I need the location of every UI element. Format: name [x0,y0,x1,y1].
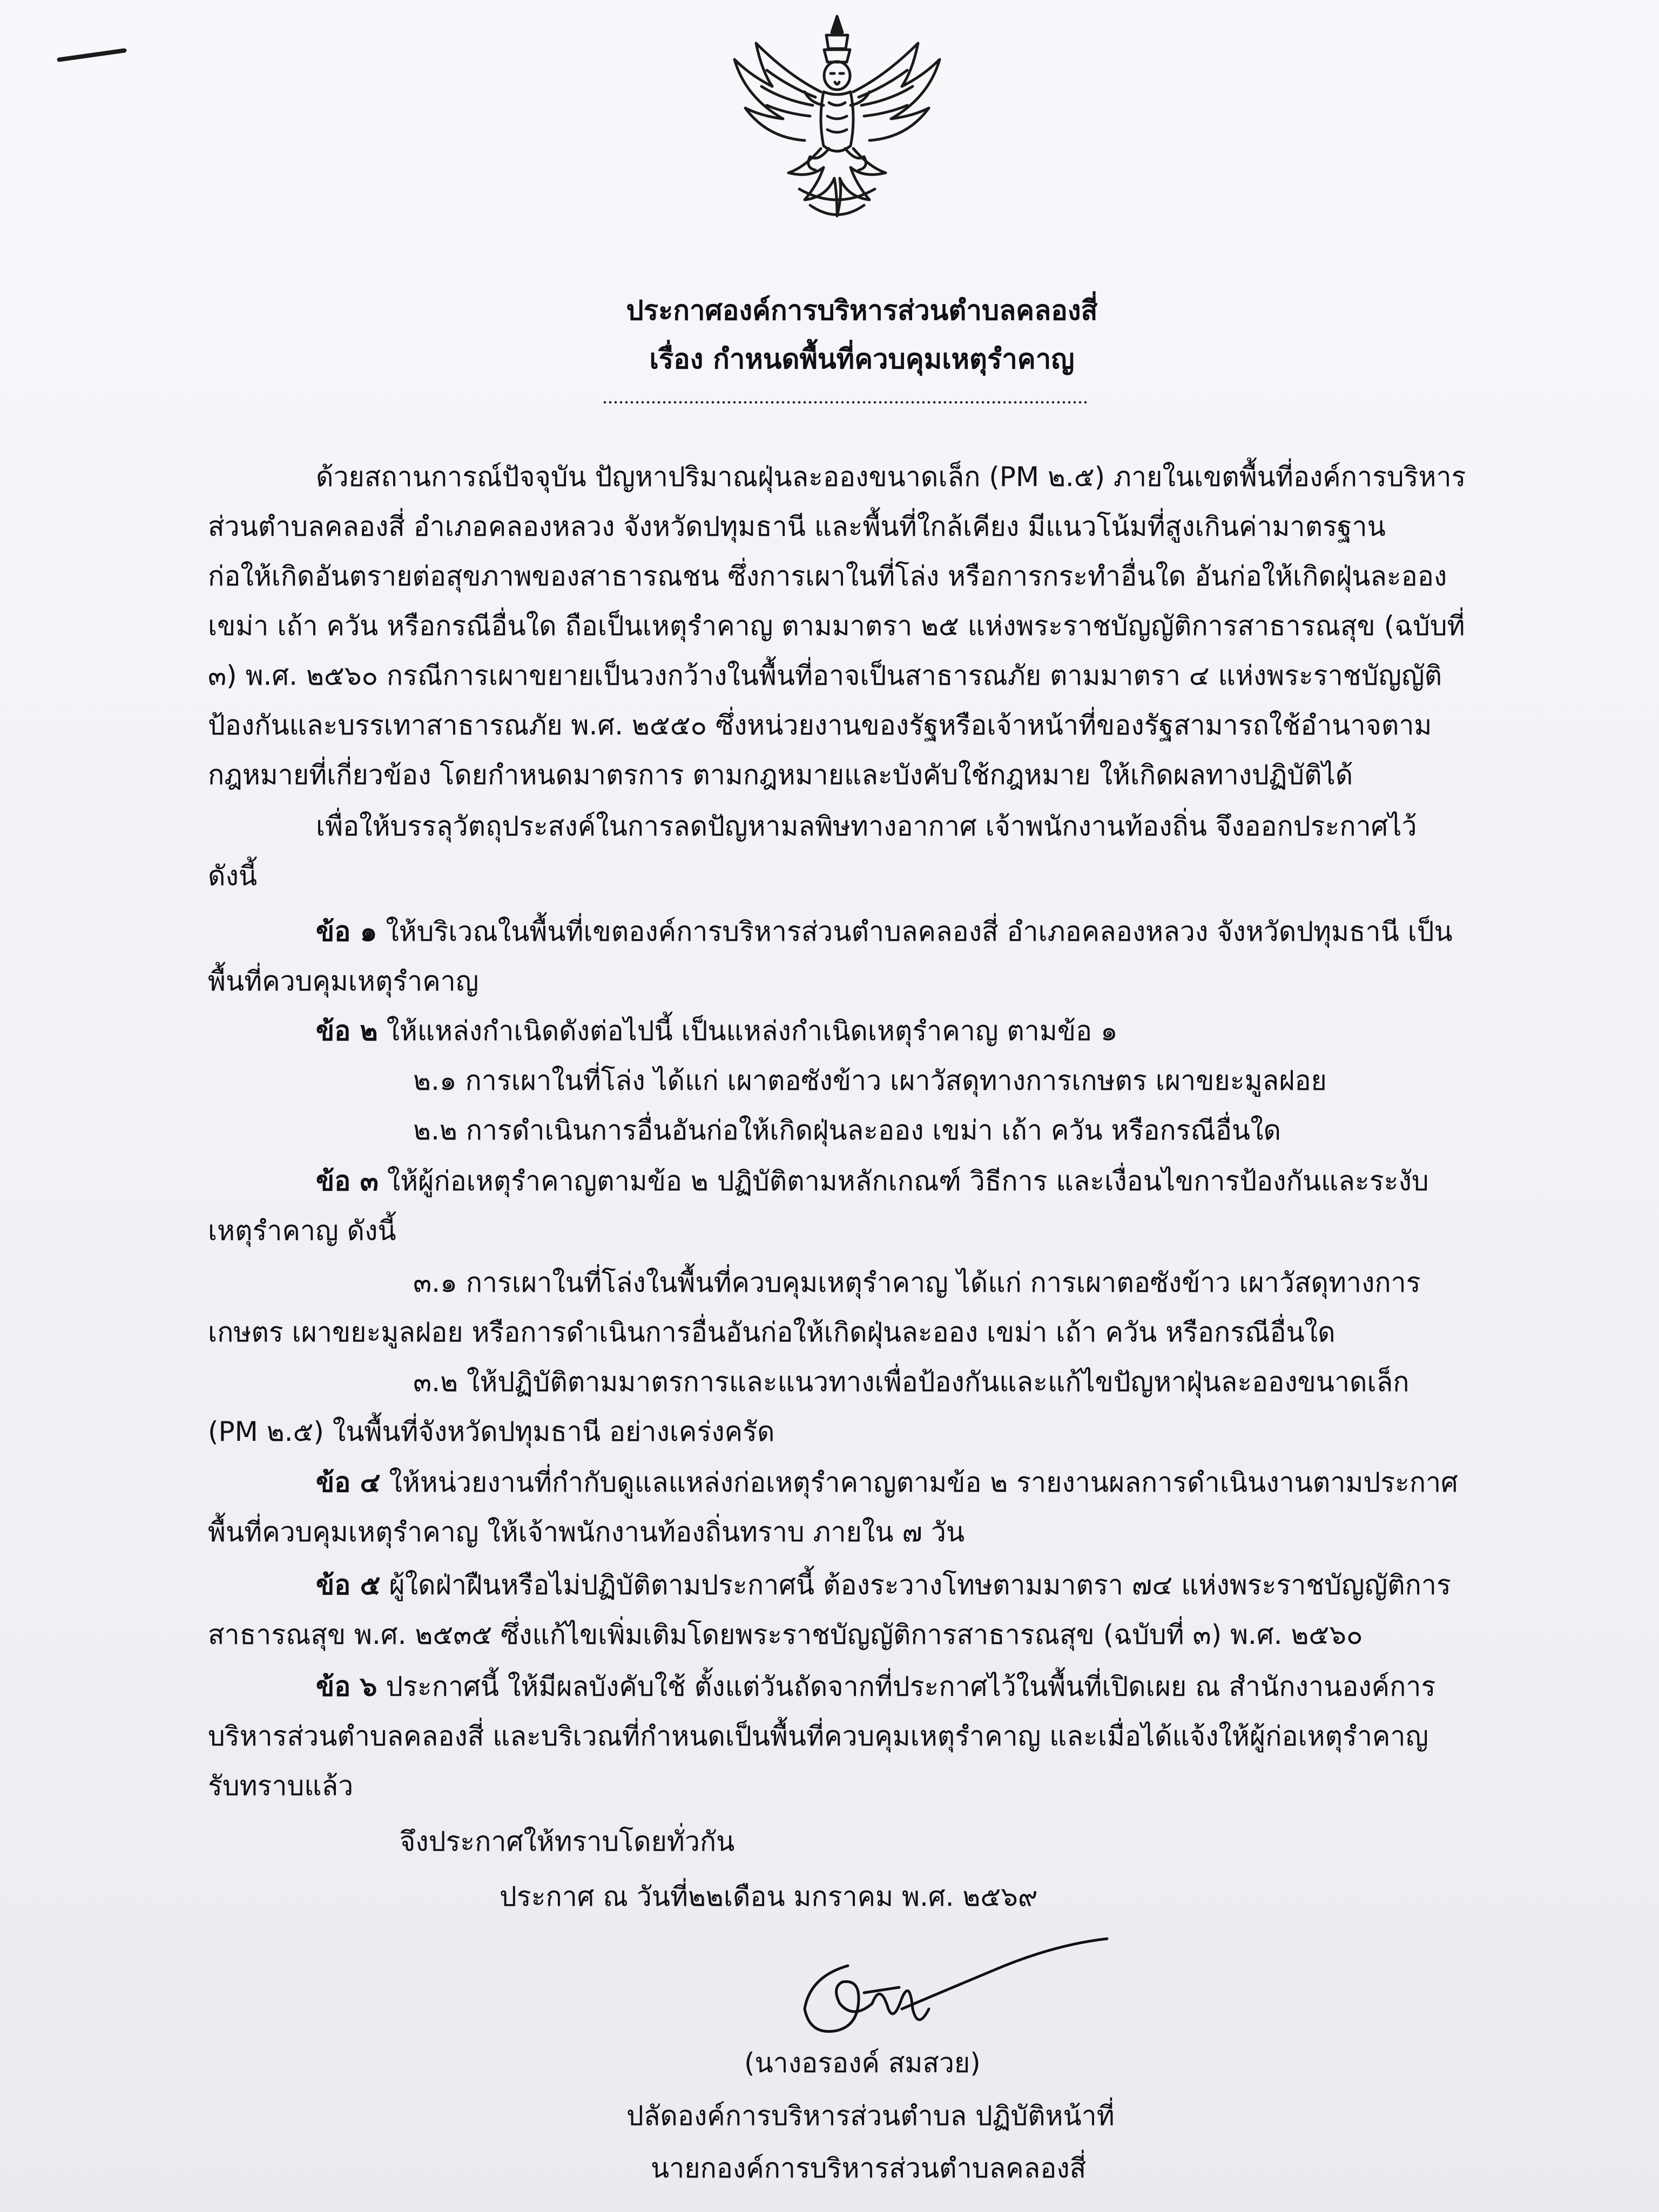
document-title: ประกาศองค์การบริหารส่วนตำบลคลองสี่ [626,294,1098,326]
clause-text: ผู้ใดฝ่าฝืนหรือไม่ปฏิบัติตามประกาศนี้ ต้องระวางโทษตามมาตรา ๗๔ แห่งพระราชบัญญัติการ [380,1569,1451,1601]
clause-5 [316,1569,1451,1601]
paragraph-line: เกษตร เผาขยะมูลฝอย หรือการดำเนินการอื่นอันก่อให้เกิดฝุ่นละออง เขม่า เถ้า ควัน หรือกรณีอื่นใด [208,1317,1336,1348]
sub-clause-2-1: ๒.๑ การเผาในที่โล่ง ได้แก่ เผาตอซังข้าว เผาวัสดุทางการเกษตร เผาขยะมูลฝอย [413,1065,1327,1096]
paragraph-line: เขม่า เถ้า ควัน หรือกรณีอื่นใด ถือเป็นเหตุรำคาญ ตามมาตรา ๒๕ แห่งพระราชบัญญัติการสาธารณสุข (ฉบับที่ [208,610,1465,642]
garuda-emblem-icon [724,11,950,232]
date-rest: เดือน มกราคม พ.ศ. ๒๕๖๙ [723,1881,1038,1912]
signatory-position: ปลัดองค์การบริหารส่วนตำบล ปฏิบัติหน้าที่ [626,2100,1115,2132]
clause-label: ข้อ ๔ [316,1467,381,1498]
paragraph-line: พื้นที่ควบคุมเหตุรำคาญ [208,966,479,997]
paragraph-line: ก่อให้เกิดอันตรายต่อสุขภาพของสาธารณชน ซึ่งการเผาในที่โล่ง หรือการกระทำอื่นใด อันก่อให้เกิดฝุ่นละออง [208,561,1447,592]
dotted-separator [602,401,1088,404]
paragraph-line: รับทราบแล้ว [208,1770,354,1802]
clause-label: ข้อ ๖ [316,1671,377,1702]
paragraph-line: เพื่อให้บรรลุวัตถุประสงค์ในการลดปัญหามลพิษทางอากาศ เจ้าพนักงานท้องถิ่น จึงออกประกาศไว้ [316,811,1417,842]
clause-1 [316,918,1453,945]
paragraph-line: ด้วยสถานการณ์ปัจจุบัน ปัญหาปริมาณฝุ่นละอองขนาดเล็ก (PM ๒.๕) ภายในเขตพื้นที่องค์การบริหาร [316,461,1466,493]
clause-label: ข้อ ๓ [316,1165,379,1197]
paragraph-line: พื้นที่ควบคุมเหตุรำคาญ ให้เจ้าพนักงานท้องถิ่นทราบ ภายใน ๗ วัน [208,1516,965,1548]
clause-text: ให้แหล่งกำเนิดดังต่อไปนี้ เป็นแหล่งกำเนิดเหตุรำคาญ ตามข้อ ๑ [377,1015,1118,1047]
paragraph-line: บริหารส่วนตำบลคลองสี่ และบริเวณที่กำหนดเป็นพื้นที่ควบคุมเหตุรำคาญ และเมื่อได้แจ้งให้ผู้ก่อเหตุรำคาญ [208,1721,1429,1752]
signatory-name: (นางอรองค์ สมสวย) [744,2047,981,2079]
clause-2 [316,1015,1118,1047]
clause-label: ข้อ ๑ [316,916,377,947]
clause-3 [316,1165,1429,1197]
paragraph-line: สาธารณสุข พ.ศ. ๒๕๓๕ ซึ่งแก้ไขเพิ่มเติมโดยพระราชบัญญัติการสาธารณสุข (ฉบับที่ ๓) พ.ศ. ๒๕๖๐ [208,1619,1363,1650]
pen-stroke-mark [57,48,127,62]
clause-text: ให้หน่วยงานที่กำกับดูแลแหล่งก่อเหตุรำคาญตามข้อ ๒ รายงานผลการดำเนินงานตามประกาศ [380,1467,1458,1498]
paragraph-line: กฎหมายที่เกี่ยวข้อง โดยกำหนดมาตรการ ตามกฎหมายและบังคับใช้กฎหมาย ให้เกิดผลทางปฏิบัติได้ [208,759,1353,791]
paragraph-line: เหตุรำคาญ ดังนี้ [208,1215,396,1246]
sub-clause-3-1: ๓.๑ การเผาในที่โล่งในพื้นที่ควบคุมเหตุรำคาญ ได้แก่ การเผาตอซังข้าว เผาวัสดุทางการ [413,1267,1421,1298]
sub-clause-2-2: ๒.๒ การดำเนินการอื่นอันก่อให้เกิดฝุ่นละออง เขม่า เถ้า ควัน หรือกรณีอื่นใด [413,1115,1281,1146]
date-day: ๒๒ [687,1881,724,1912]
paragraph-line: ๓) พ.ศ. ๒๕๖๐ กรณีการเผาขยายเป็นวงกว้างในพื้นที่อาจเป็นสาธารณภัย ตามมาตรา ๔ แห่งพระราชบัญญัติ [208,660,1442,691]
clause-6 [316,1673,1435,1700]
clause-text: ประกาศนี้ ให้มีผลบังคับใช้ ตั้งแต่วันถัดจากที่ประกาศไว้ในพื้นที่เปิดเผย ณ สำนักงานองค์การ [377,1671,1436,1702]
signatory-organization: นายกองค์การบริหารส่วนตำบลคลองสี่ [651,2153,1087,2184]
paragraph-line: (PM ๒.๕) ในพื้นที่จังหวัดปทุมธานี อย่างเคร่งครัด [208,1416,775,1447]
clause-label: ข้อ ๕ [316,1569,381,1601]
paragraph-line: ดังนี้ [208,860,258,892]
announce-line: จึงประกาศให้ทราบโดยทั่วกัน [400,1826,735,1857]
sub-clause-3-2: ๓.๒ ให้ปฏิบัติตามมาตรการและแนวทางเพื่อป้องกันและแก้ไขปัญหาฝุ่นละอองขนาดเล็ก [413,1366,1410,1398]
clause-4 [316,1469,1458,1496]
clause-label: ข้อ ๒ [316,1015,378,1047]
clause-text: ให้บริเวณในพื้นที่เขตองค์การบริหารส่วนตำบลคลองสี่ อำเภอคลองหลวง จังหวัดปทุมธานี เป็น [377,916,1453,947]
paragraph-line: ส่วนตำบลคลองสี่ อำเภอคลองหลวง จังหวัดปทุมธานี และพื้นที่ใกล้เคียง มีแนวโน้มที่สูงเกินค่ามาตรฐาน [208,511,1386,542]
handwritten-signature [778,1928,1123,2052]
paragraph-line: ป้องกันและบรรเทาสาธารณภัย พ.ศ. ๒๕๕๐ ซึ่งหน่วยงานของรัฐหรือเจ้าหน้าที่ของรัฐสามารถใช้อำนาจตาม [208,710,1432,741]
date-prefix: ประกาศ ณ วันที่ [500,1881,688,1912]
document-subject: เรื่อง กำหนดพื้นที่ควบคุมเหตุรำคาญ [649,343,1075,375]
clause-text: ให้ผู้ก่อเหตุรำคาญตามข้อ ๒ ปฏิบัติตามหลักเกณฑ์ วิธีการ และเงื่อนไขการป้องกันและระงับ [378,1165,1429,1197]
announce-date [500,1883,1038,1910]
